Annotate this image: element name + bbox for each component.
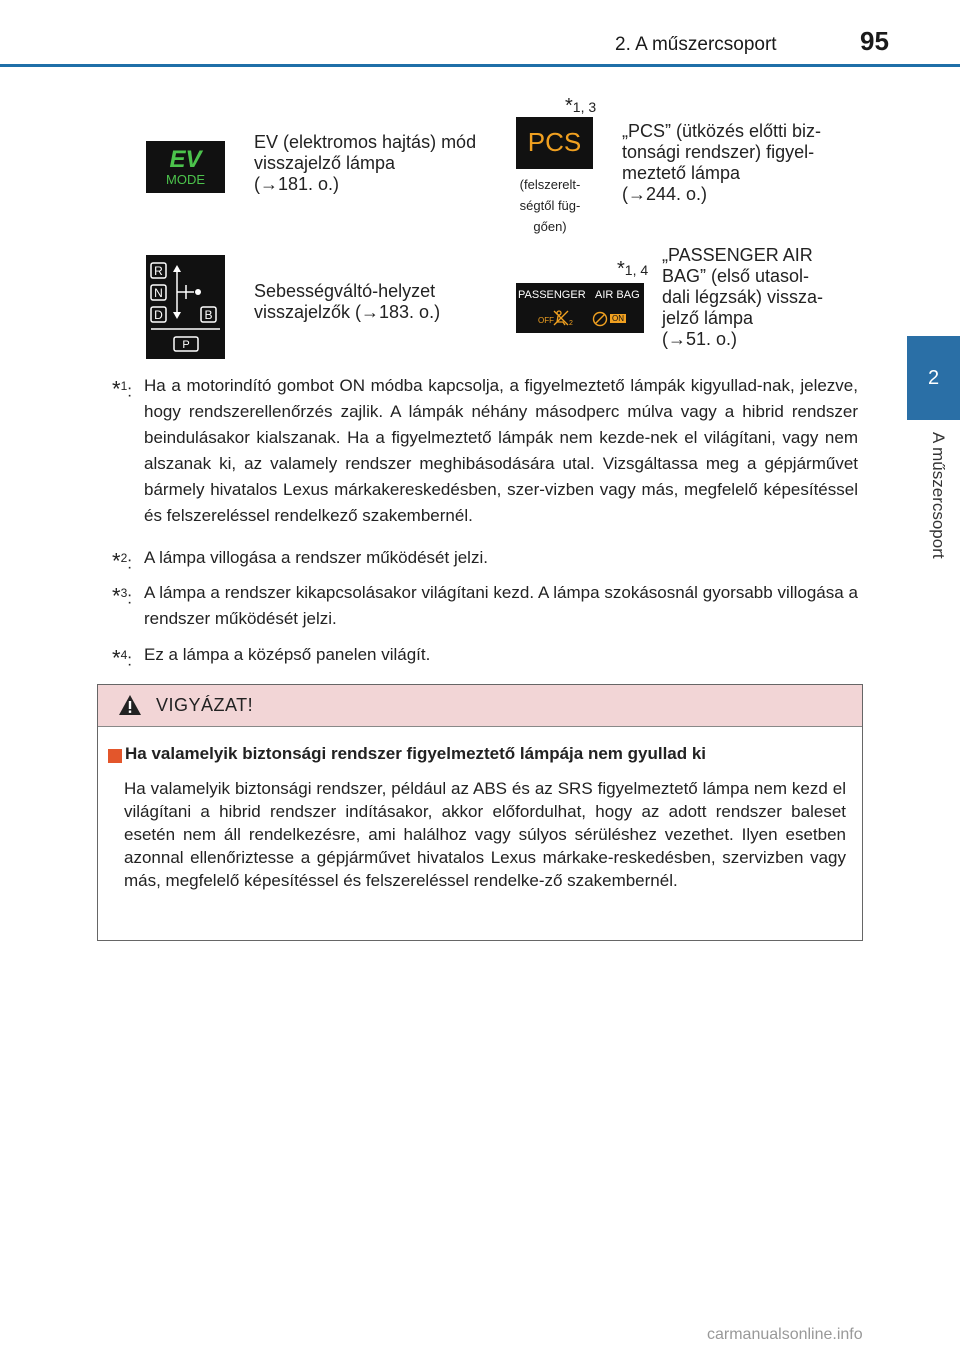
pcs-caption: „PCS” (ütközés előtti biz- tonsági rendszer) figyel- meztető lámpa (→244. o.) — [622, 121, 822, 204]
shift-position-caption: Sebességváltó-helyzet visszajelzők (→183. o.) — [254, 281, 441, 322]
shift-n-letter: N — [154, 286, 163, 300]
passenger-airbag-caption: „PASSENGER AIR BAG” (első utasol- dali légzsák) vissza- jelző lámpa (→51. o.) — [662, 245, 824, 349]
warning-triangle-icon — [118, 694, 142, 716]
seat-airbag-off-icon — [553, 310, 573, 326]
warning-heading: Ha valamelyik biztonsági rendszer figyelmeztető lámpája nem gyullad ki — [125, 744, 707, 763]
shift-d-letter: D — [154, 308, 163, 322]
bullet-square-icon — [108, 749, 122, 763]
passenger-icon-text: PASSENGER — [518, 289, 586, 301]
airbag-on-circle-icon — [592, 311, 608, 327]
watermark: carmanualsonline.info — [707, 1326, 863, 1343]
pcs-icon-text: PCS — [527, 127, 582, 157]
footnote-text: Ha a motorindító gombot ON módba kapcsolja, a figyelmeztető lámpák kigyullad-nak, jelezve, hogy rendszerellenőrzés zajlik. A lámpák néhány másodperc múlva vagy a hibrid rendszer beindulásakor kialszanak. Ha a figyelmeztető lámpák nem kezde-nek el világítani, vagy nem alszanak ki, az valamely rendszer meghibásodására utal. Vizsgáltassa meg a gépjárművet bármely hivatalos Lexus márkakereskedésben, szer-vizben vagy más, megfelelő képesítéssel és felszereléssel rendelkező szakembernél. — [144, 376, 858, 525]
footnote-marker: *$^1$: — [112, 376, 132, 402]
airbag-footnote-marker: *1, 4 — [617, 258, 649, 280]
footnote-marker: *$^2$: — [112, 548, 132, 574]
shift-b-letter: B — [204, 308, 213, 322]
shift-position-lamp-icon — [146, 255, 225, 359]
footnote-marker: *$^4$: — [112, 645, 132, 671]
footnote-4 — [112, 642, 858, 671]
airbag-off-text: OFF — [538, 316, 554, 325]
footnote-1 — [112, 373, 858, 529]
footnote-text: Ez a lámpa a középső panelen világít. — [144, 645, 431, 664]
airbag-on-text: ON — [612, 314, 624, 323]
chapter-tab-label: A műszercsoport — [929, 432, 948, 559]
shift-p-letter: P — [182, 339, 190, 351]
ev-mode-lamp-icon — [146, 141, 225, 193]
footnote-2 — [112, 545, 858, 574]
passenger-airbag-lamp-icon — [516, 283, 644, 333]
shift-lever-icon — [146, 255, 225, 359]
ev-mode-caption: EV (elektromos hajtás) mód visszajelző lámpa (→181. o.) — [254, 132, 477, 194]
shift-r-letter: R — [154, 264, 163, 278]
footnote-text: A lámpa a rendszer kikapcsolásakor világítani kezd. A lámpa szokásosnál gyorsabb villogása a rendszer működését jelzi. — [144, 583, 858, 628]
page-number: 95 — [860, 26, 889, 56]
pcs-availability-note: (felszerelt- ségtől füg- gően) — [519, 177, 581, 234]
svg-text:2: 2 — [569, 320, 573, 326]
warning-box — [97, 684, 863, 941]
pcs-footnote-marker: *1, 3 — [565, 95, 597, 117]
ev-icon-text: EV — [169, 146, 202, 173]
airbag-icon-text: AIR BAG — [595, 289, 640, 301]
warning-title: VIGYÁZAT! — [156, 695, 254, 715]
header-rule — [0, 64, 960, 67]
chapter-title: 2. A műszercsoport — [615, 34, 777, 55]
footnote-3 — [112, 580, 858, 632]
footnote-marker: *$^3$: — [112, 583, 132, 609]
mode-icon-text: MODE — [166, 172, 205, 187]
footnote-text: A lámpa villogása a rendszer működését jelzi. — [144, 548, 488, 567]
pcs-lamp-icon — [516, 117, 593, 169]
warning-body: Ha valamelyik biztonsági rendszer, például az ABS és az SRS figyelmeztető lámpa nem kezd el világítani a hibrid rendszer indításakor, akkor előfordulhat, hogy az adott rendszer baleset esetén nem áll rendelkezésre, ami halálhoz vagy súlyos sérüléshez vezethet. Ilyen esetben azonnal ellenőriztesse a gépjárművet hivatalos Lexus márkake-reskedésben, szervizben vagy más, megfelelő képesítéssel és felszereléssel rendelke-ző szakembernél. — [124, 779, 846, 890]
chapter-tab[interactable]: 2 — [907, 336, 960, 420]
warning-header — [98, 685, 862, 727]
